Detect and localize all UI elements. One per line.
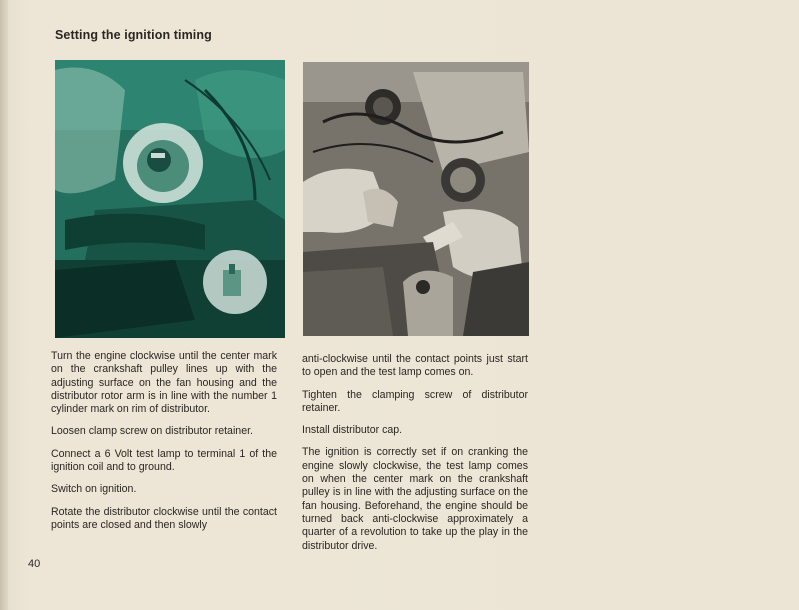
instruction-paragraph: anti-clockwise until the contact points just start to open and the test lamp comes on. [302,353,528,379]
instruction-paragraph: The ignition is correctly set if on cranking the engine slowly clockwise, the test lamp comes on when the center mark on the crankshaft pulley is in line with the adjusting surface on the fan housing. Beforehand, the engine should be turned back anti-clockwise approximately a quarter of a revolution to take up the play in the distributor drive. [302,446,528,552]
instruction-paragraph: Install distributor cap. [302,424,403,437]
page-binding [0,0,8,610]
page-title: Setting the ignition timing [55,28,212,42]
engine-distributor-photo-icon [55,60,285,338]
instruction-paragraph: Connect a 6 Volt test lamp to terminal 1 of the ignition coil and to ground. [51,447,277,474]
instruction-paragraph: Switch on ignition. [51,483,137,496]
instruction-paragraph: Turn the engine clockwise until the center mark on the crankshaft pulley lines up with the adjusting surface on the fan housing and the distributor rotor arm is in line with the number 1 cylinder mark on rim of distributor. [51,350,277,416]
instruction-paragraph: Rotate the distributor clockwise until the contact points are closed and then slowly [51,505,277,531]
instructions-right-column [302,353,528,562]
instructions-left-column [51,350,277,541]
engine-distributor-photo [55,60,285,338]
page-number: 40 [28,558,41,570]
instruction-paragraph: Tighten the clamping screw of distributor retainer. [302,388,528,414]
hands-adjusting-distributor-photo [303,62,529,336]
hands-adjusting-distributor-photo-icon [303,62,529,336]
instruction-paragraph: Loosen clamp screw on distributor retainer. [51,425,253,438]
